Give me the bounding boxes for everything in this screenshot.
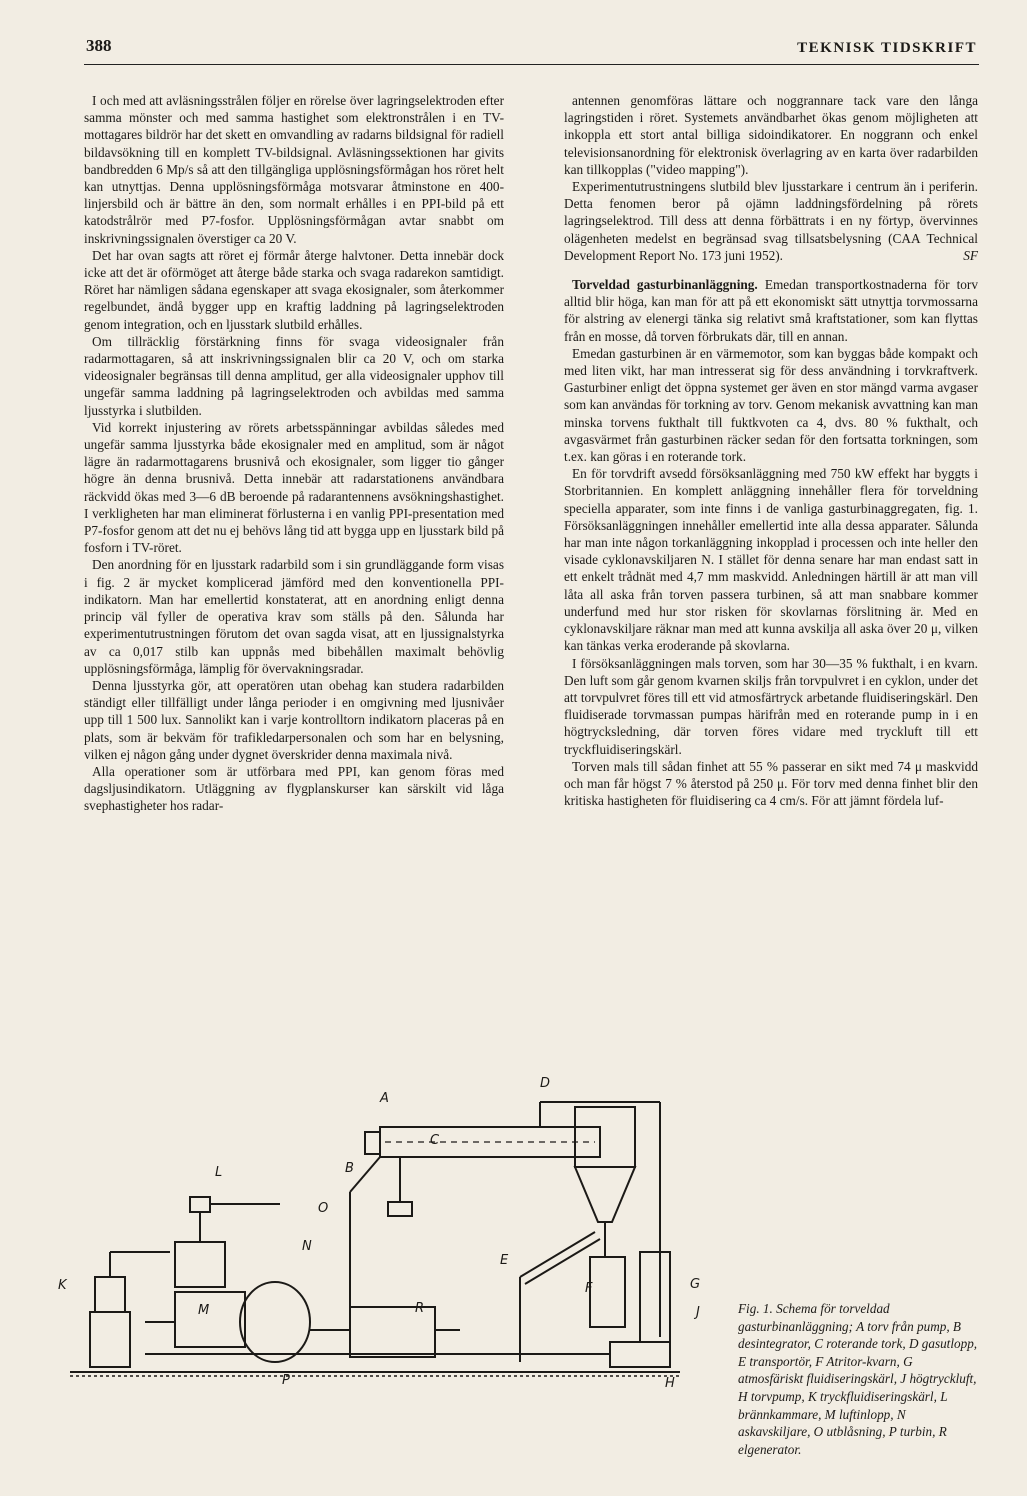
label-m: M [198, 1303, 210, 1318]
label-b: B [345, 1161, 354, 1176]
figure-labels [58, 1076, 700, 1391]
paragraph: Denna ljusstyrka gör, att operatören utan obehag kan studera radarbilden ständigt eller tillfälligt under långa perioder i en omgivning med ljusnivåer upp till 1 500 lux. Sannolikt kan i varje kontrolltorn indikatorn placeras på en plats, som är bekväm för trafikledarpersonalen och som har en belysning, vilken ej någon gång under dygnet överskrider denna maximala nivå. [84, 677, 504, 762]
label-o: O [318, 1201, 329, 1216]
label-j: J [696, 1305, 700, 1320]
journal-title: TEKNISK TIDSKRIFT [797, 40, 977, 56]
paragraph: Det har ovan sagts att röret ej förmår återge halvtoner. Detta innebär dock icke att det är oförmöget att återge både starka och svaga radarekon samtidigt. Röret har nämligen sådana egenskaper att svaga ekosignaler, som återkommer regelbundet, ändå bygger upp en kraftig laddning på lagringselektroden genom integration, och en ljusstark slutbild erhålles. [84, 247, 504, 332]
mill [590, 1257, 625, 1327]
paragraph: Vid korrekt injustering av rörets arbetsspänningar avbildas således med ungefär samma ljusstyrka både ekosignaler med en amplitud, som är något lägre än radarmottagarens brusnivå och ekosignaler, som ligger tio gånger högre än denna brusnivå. Detta innebär att radarstationens användbara räckvidd ökas med 3—6 dB beroende på radarantennens avsökningshastighet. I verkligheten har man eliminerat förlusterna i en vanlig PPI-presentation med P7-fosfor genom att det nu ej behövs lång tid att bygga upp en ljusstark bild på fosforn i TV-röret. [84, 419, 504, 556]
label-l: L [215, 1165, 223, 1180]
peat-pump [610, 1342, 670, 1367]
combustion-chamber [175, 1242, 225, 1287]
air-inlet-block [175, 1292, 245, 1347]
figure-schematic [50, 1072, 730, 1402]
transporter [520, 1232, 595, 1277]
label-f: F [585, 1281, 593, 1296]
label-k: K [58, 1278, 67, 1293]
paragraph: Den anordning för en ljusstark radarbild som i sin grundläggande form visas i fig. 2 är mycket komplicerad jämförd med den konventionella PPI-indikatorn. Man har emellertid konstaterat, att en anordning enligt denna princip väl fyller de operativa krav som ställs på den. Sålunda har experimentutrustningen förutom det ovan sagda visat, att en ljussignalstyrka av ca 0,017 stilb kan uppnås med bibehållen maximalt behövlig upplösningsförmåga, lämplig för övervakningsradar. [84, 557, 504, 676]
label-e: E [500, 1253, 509, 1268]
paragraph: antennen genomföras lättare och noggrannare tack vare den långa lagringstiden i röret. Systemets användbarhet ökas genom möjligheten att inkoppla ett stort antal billiga sidoindikatorer. En noggrann och enkel televisionsanordning för elektronisk överlagring av en karta över radarbilden kan tillkopplas ("video mapping"). [564, 93, 978, 177]
figure-caption: Fig. 1. Schema för torveldad gasturbinanläggning; A torv från pump, B desintegrator, C roterande tork, D gasutlopp, E transportör, F Atritor-kvarn, G atmosfäriskt fluidiseringskärl, J högtryckluft, H torvpump, K tryckfluidiseringskärl, L brännkammare, M luftinlopp, N askavskiljare, O utblåsning, P turbin, R elgenerator. [738, 1301, 978, 1457]
label-d: D [540, 1076, 551, 1091]
label-g: G [690, 1277, 701, 1292]
paragraph: Om tillräcklig förstärkning finns för svaga videosignaler från radarmottagaren, så att inskrivningssignalen blir ca 20 V, och om starka videosignaler begränsas till denna amplitud, ger alla videosignaler upphov till ungefär samma laddning på lagringselektroden och avbildas med samma ljusstyrka i slutbilden. [84, 333, 504, 418]
paragraph: Torven mals till sådan finhet att 55 % passerar en sikt med 74 μ maskvidd och man får högst 7 % återstod på 250 μ. För torv med denna finhet blir den kritiska hastigheten för fluidisering ca 4 cm/s. För att jämnt fördela luf- [564, 758, 978, 809]
label-c: C [430, 1133, 440, 1148]
g-vessel [640, 1252, 670, 1342]
k-vessel [90, 1312, 130, 1367]
page-number: 388 [86, 36, 112, 55]
label-a: A [380, 1091, 389, 1106]
section-intro [564, 276, 978, 345]
paragraph-text: Emedan transportkostnaderna för torv alltid blir höga, kan man för att på ett ekonomiskt sätt utnyttja torvmossarna för alstring av elenergi tänka sig relativt små kraftstationer, som kan flyttas från en mosse, då torven förbrukats där, till en annan. [564, 277, 978, 344]
paragraph: Alla operationer som är utförbara med PPI, kan genom föras med dagsljusindikatorn. Utläggning av flygplanskurser kan särskilt vid låga svephastigheter hos radar- [84, 763, 504, 814]
paragraph: I och med att avläsningsstrålen följer en rörelse över lagringselektroden efter samma mönster och med samma hastighet som elektronstrålen i en TV-mottagares bildrör har det skett en omvandling av radarns bildsignal för radiell bildavsökning till en komplett TV-bildsignal. Avläsningssektionen har givits bandbredden 6 Mp/s så att den tillgängliga upplösningsförmågan hos röret helt kan utnyttjas. Denna upplösningsförmåga motsvarar åtminstone en 400-linjersbild och är bättre än den, som normalt erhålles i en PPI-bild på ett katodstrålrör med P7-fosfor. Upplösningsförmågan avtar snabbt om inskrivningssignalen överstiger ca 20 V. [84, 93, 504, 246]
author-signature: SF [963, 247, 978, 263]
cyclone-cone [575, 1167, 635, 1222]
label-p: P [282, 1373, 290, 1388]
header-rule [84, 64, 979, 65]
label-h: H [665, 1376, 675, 1391]
label-r: R [415, 1301, 425, 1316]
label-n: N [302, 1239, 312, 1254]
paragraph: En för torvdrift avsedd försöksanläggning med 750 kW effekt har byggts i Storbritannien. En komplett anläggning innehåller flera för torveldning speciella apparater, som inte finns i de vanliga gasturbinaggregaten, fig. 1. Försöksanläggningen innehåller emellertid inte alla dessa apparater. Sålunda har man inte någon torkanläggning inkopplad i processen och inte heller den visade cyklonavskiljaren N. I stället för denna senare har man endast satt in ett enkelt trådnät med 4,7 mm maskvidd. Anledningen härtill är att man vill låta all aska från torven passera turbinen, så att man snabbare kommer underfund med hur stor risken för skovlarnas förslitning är. Med en cyklonavskiljare räknar man med att kunna avskilja all aska över 20 μ, vilken kan tänkas verka eroderande på skovlarna. [564, 466, 978, 654]
paragraph [564, 178, 978, 264]
right-column [564, 92, 978, 809]
gas-turbine-schematic [50, 1072, 730, 1402]
left-column [84, 92, 504, 815]
paragraph-text: Experimentutrustningens slutbild blev ljusstarkare i centrum än i periferin. Detta fenomen beror på ojämn laddningsfördelning på rörets lagringselektrod. Till dess att denna förbättrats i en ny förtyp, övervinnes olägenheten medelst en begränsad svag tillsatsbelysning (CAA Technical Development Report No. 173 juni 1952). [564, 179, 978, 263]
paragraph: I försöksanläggningen mals torven, som har 30—35 % fukthalt, i en kvarn. Den luft som går genom kvarnen skiljs från torvpulvret i en cyklon, under det att torvpulvret föres till ett vid atmosfärtryck arbetande fluidiseringskärl. Den fluidiserade torvmassan pumpas härifrån med en roterande pump in i en högtrycksledning, där torven föres vidare med tryckluft till ett tryckfluidiseringskärl. [564, 655, 978, 757]
section-heading: Torveldad gasturbinanläggning. [572, 277, 758, 293]
paragraph: Emedan gasturbinen är en värmemotor, som kan byggas både kompakt och med liten vikt, har man intresserat sig för dess användning i torvkraftverk. Gasturbiner enligt det öppna systemet ger även en stor mängd varma avgaser som kan användas för torkning av torv. Genom mekanisk avvattning kan man minska torvens fukthalt till fuktkvoten ca 4, dvs. 80 % fukthalt, och avgasvärmet från gasturbinen räcker sedan för den fortsatta torkningen, som t.ex. kan göras i en roterande tork. [564, 345, 978, 465]
turbine-casing [240, 1282, 310, 1362]
